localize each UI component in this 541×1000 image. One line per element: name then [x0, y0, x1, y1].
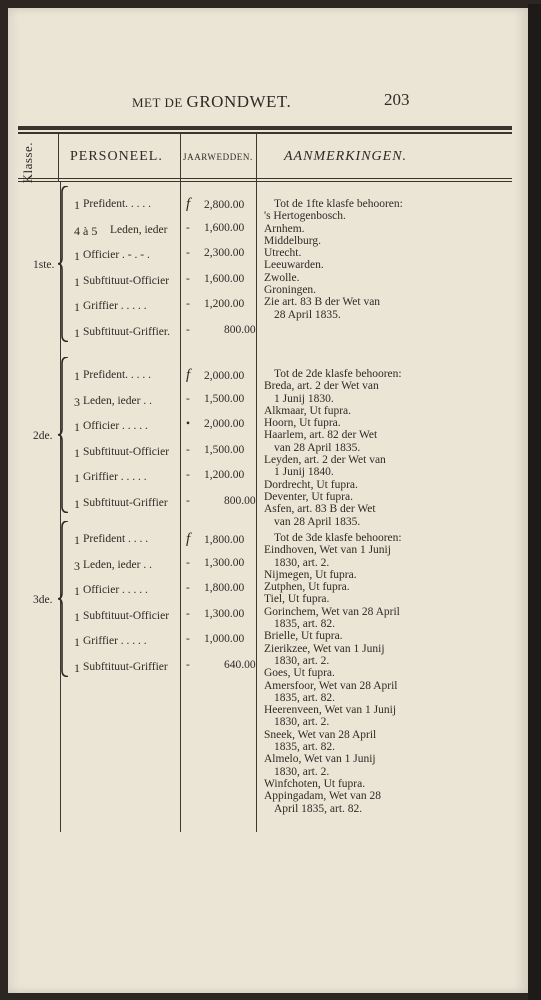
salary-prefix: - [186, 495, 190, 507]
row-salary [186, 222, 244, 234]
row-salary [186, 324, 256, 336]
remarks-line: 's Hertogenbosch. [264, 210, 346, 223]
group-brace [58, 521, 68, 677]
salary-amount: 1,300.00 [204, 607, 245, 620]
remarks-line: Deventer, Ut fupra. [264, 490, 353, 503]
group-brace [58, 357, 68, 513]
row-count: 1 [74, 274, 80, 289]
salary-prefix: • [186, 418, 191, 431]
remarks-line: 1 Junij 1840. [274, 466, 334, 479]
salary-amount: 1,800.00 [204, 582, 245, 595]
remarks-line: Zie art. 83 B der Wet van [264, 296, 381, 309]
row-count: 1 [74, 609, 80, 624]
remarks-line: Dordrecht, Ut fupra. [264, 478, 358, 491]
salary-prefix: - [186, 221, 190, 234]
row-count: 1 [74, 420, 80, 435]
salary-prefix: - [186, 582, 190, 595]
running-title-main: GRONDWET. [186, 92, 292, 111]
remarks-line: van 28 April 1835. [274, 441, 361, 454]
salary-amount: 1,500.00 [204, 392, 245, 405]
salary-amount: 1,600.00 [204, 221, 245, 234]
remarks-line: Haarlem, art. 82 der Wet [264, 429, 378, 442]
remarks-line: Appingadam, Wet van 28 [264, 790, 382, 803]
row-title: Subftituut-Griffier [83, 497, 168, 509]
remarks-line: Eindhoven, Wet van 1 Junij [264, 544, 391, 557]
row-title: Officier . - . - . [83, 249, 150, 262]
column-divider-jaarwedden [256, 134, 257, 832]
row-salary [186, 196, 244, 213]
row-title: Subftituut-Officier [83, 609, 170, 622]
remarks-line: 1830, art. 2. [274, 556, 330, 569]
row-count: 1 [74, 198, 80, 212]
remarks-line: Hoorn, Ut fupra. [264, 417, 341, 430]
row-count: 1 [74, 635, 80, 650]
row-count: 1 [74, 471, 80, 486]
row-salary [186, 367, 244, 384]
remarks-line: Asfen, art. 83 B der Wet [264, 503, 376, 516]
row-count: 1 [74, 326, 80, 340]
row-title: Leden, ieder . . [83, 558, 152, 571]
salary-prefix: - [186, 556, 190, 569]
row-count: 3 [74, 558, 80, 573]
row-salary [186, 273, 244, 285]
row-title: Leden, ieder . . [83, 394, 152, 407]
column-divider-klasse [58, 134, 59, 181]
remarks-line: 28 April 1835. [274, 308, 341, 321]
page-number: 203 [384, 90, 410, 109]
remarks-line: 1 Junij 1830. [274, 392, 334, 405]
salary-amount: 1,000.00 [204, 633, 245, 646]
salary-amount: 2,000.00 [204, 418, 245, 431]
remarks-line: Arnhem. [264, 222, 305, 235]
row-title: Subftituut-Officier [83, 274, 170, 287]
salary-prefix: - [186, 392, 190, 405]
remarks-line: Tot de 1fte klasfe behooren: [274, 198, 403, 210]
remarks-line: Winfchoten, Ut fupra. [264, 777, 366, 790]
salary-prefix: - [186, 324, 190, 336]
remarks-line: Amersfoor, Wet van 28 April [264, 679, 398, 692]
remarks-line: van 28 April 1835. [274, 515, 361, 528]
salary-prefix: - [186, 298, 190, 311]
salary-prefix: - [186, 633, 190, 646]
header-bottom-rule [18, 178, 512, 179]
row-title: Officier . . . . . [83, 584, 148, 597]
remarks-line: Breda, art. 2 der Wet van [264, 380, 379, 393]
header-klasse: Klasse. [20, 142, 35, 184]
salary-amount: 2,800.00 [204, 199, 245, 211]
running-title-prefix: MET DE [132, 95, 183, 110]
row-count: 1 [74, 661, 80, 675]
row-count: 1 [74, 369, 80, 383]
row-title: Prefident. . . . . [83, 198, 152, 210]
row-salary [186, 633, 244, 645]
row-count: 1 [74, 300, 80, 315]
row-count: 1 [74, 445, 80, 460]
salary-prefix: f [186, 531, 191, 547]
row-salary [186, 495, 256, 507]
row-salary [186, 418, 244, 430]
salary-amount: 800.00 [224, 495, 256, 507]
remarks-line: Zwolle. [264, 271, 300, 284]
remarks-line: 1835, art. 82. [274, 741, 336, 754]
row-count: 4 à 5 [74, 223, 98, 238]
salary-prefix: - [186, 469, 190, 482]
remarks-line: Utrecht. [264, 247, 302, 260]
remarks-line: Tot de 3de klasfe behooren: [274, 532, 402, 544]
salary-prefix: - [186, 272, 190, 285]
row-salary [186, 608, 244, 620]
remarks-line: Nijmegen, Ut fupra. [264, 568, 357, 581]
remarks-block [264, 532, 516, 815]
row-title: Griffier . . . . . [83, 471, 147, 484]
remarks-line: Tiel, Ut fupra. [264, 593, 330, 606]
row-salary [186, 557, 244, 569]
row-salary [186, 298, 244, 310]
row-count: 1 [74, 533, 80, 547]
remarks-line: Leyden, art. 2 der Wet van [264, 454, 386, 467]
salary-prefix: - [186, 607, 190, 620]
salary-amount: 1,800.00 [204, 534, 245, 546]
row-title: Subftituut-Officier [83, 445, 170, 458]
row-title: Officier . . . . . [83, 420, 148, 433]
page-edge-shadow [528, 4, 541, 1000]
row-count: 1 [74, 249, 80, 264]
header-bottom-rule-2 [18, 181, 512, 182]
remarks-line: Leeuwarden. [264, 259, 324, 272]
remarks-line: Almelo, Wet van 1 Junij [264, 753, 376, 766]
row-count: 1 [74, 584, 80, 599]
row-count: 3 [74, 394, 80, 409]
salary-amount: 1,300.00 [204, 556, 245, 569]
klasse-label: 3de. [33, 593, 53, 606]
table-top-rule-thick [18, 126, 512, 130]
remarks-line: 1830, art. 2. [274, 716, 330, 729]
salary-amount: 1,200.00 [204, 298, 245, 311]
group-brace [58, 186, 68, 342]
column-divider-personeel [180, 134, 181, 832]
running-head [0, 92, 541, 112]
remarks-block [264, 368, 516, 528]
row-title: Prefident . . . . [83, 533, 149, 545]
row-salary [186, 469, 244, 481]
salary-amount: 800.00 [224, 324, 256, 336]
remarks-line: Middelburg. [264, 234, 321, 247]
row-title: Griffier . . . . . [83, 635, 147, 648]
remarks-line: Tot de 2de klasfe behooren: [274, 368, 402, 380]
salary-amount: 640.00 [224, 659, 256, 671]
remarks-line: Heerenveen, Wet van 1 Junij [264, 704, 397, 717]
salary-prefix: f [186, 367, 191, 383]
remarks-line: Sneek, Wet van 28 April [264, 728, 377, 741]
remarks-line: Groningen. [264, 284, 317, 297]
klasse-label: 1ste. [33, 258, 55, 271]
klasse-label: 2de. [33, 429, 53, 442]
row-salary [186, 247, 244, 259]
remarks-line: April 1835, art. 82. [274, 802, 363, 815]
remarks-line: 1830, art. 2. [274, 654, 330, 667]
row-salary [186, 531, 244, 548]
salary-amount: 2,000.00 [204, 370, 245, 382]
row-title: Leden, ieder [110, 223, 168, 236]
row-title: Prefident. . . . . [83, 369, 152, 381]
row-salary [186, 659, 256, 671]
salary-prefix: - [186, 247, 190, 260]
running-title [132, 92, 291, 112]
salary-amount: 1,500.00 [204, 443, 245, 456]
remarks-line: 1835, art. 82. [274, 691, 336, 704]
remarks-line: Alkmaar, Ut fupra. [264, 404, 352, 417]
row-count: 1 [74, 497, 80, 511]
row-salary [186, 582, 244, 594]
salary-amount: 1,600.00 [204, 272, 245, 285]
row-title: Subftituut-Griffier [83, 661, 168, 673]
row-salary [186, 393, 244, 405]
salary-prefix: - [186, 443, 190, 456]
remarks-line: Zierikzee, Wet van 1 Junij [264, 642, 385, 655]
remarks-line: 1835, art. 82. [274, 618, 336, 631]
remarks-line: Gorinchem, Wet van 28 April [264, 605, 400, 618]
salary-amount: 1,200.00 [204, 469, 245, 482]
row-title: Subftituut-Griffier. [83, 326, 170, 338]
table-top-rule-thin [18, 132, 512, 134]
salary-prefix: f [186, 196, 191, 212]
header-aanmerkingen: AANMERKINGEN. [284, 149, 408, 164]
header-personeel: PERSONEEL. [70, 149, 163, 164]
remarks-line: Zutphen, Ut fupra. [264, 581, 350, 594]
remarks-block [264, 198, 516, 321]
remarks-line: 1830, art. 2. [274, 765, 330, 778]
row-salary [186, 444, 244, 456]
remarks-line: Brielle, Ut fupra. [264, 630, 343, 643]
header-jaarwedden: JAARWEDDEN. [183, 152, 253, 162]
row-title: Griffier . . . . . [83, 300, 147, 313]
salary-prefix: - [186, 659, 190, 671]
remarks-line: Goes, Ut fupra. [264, 667, 335, 680]
salary-amount: 2,300.00 [204, 247, 245, 260]
